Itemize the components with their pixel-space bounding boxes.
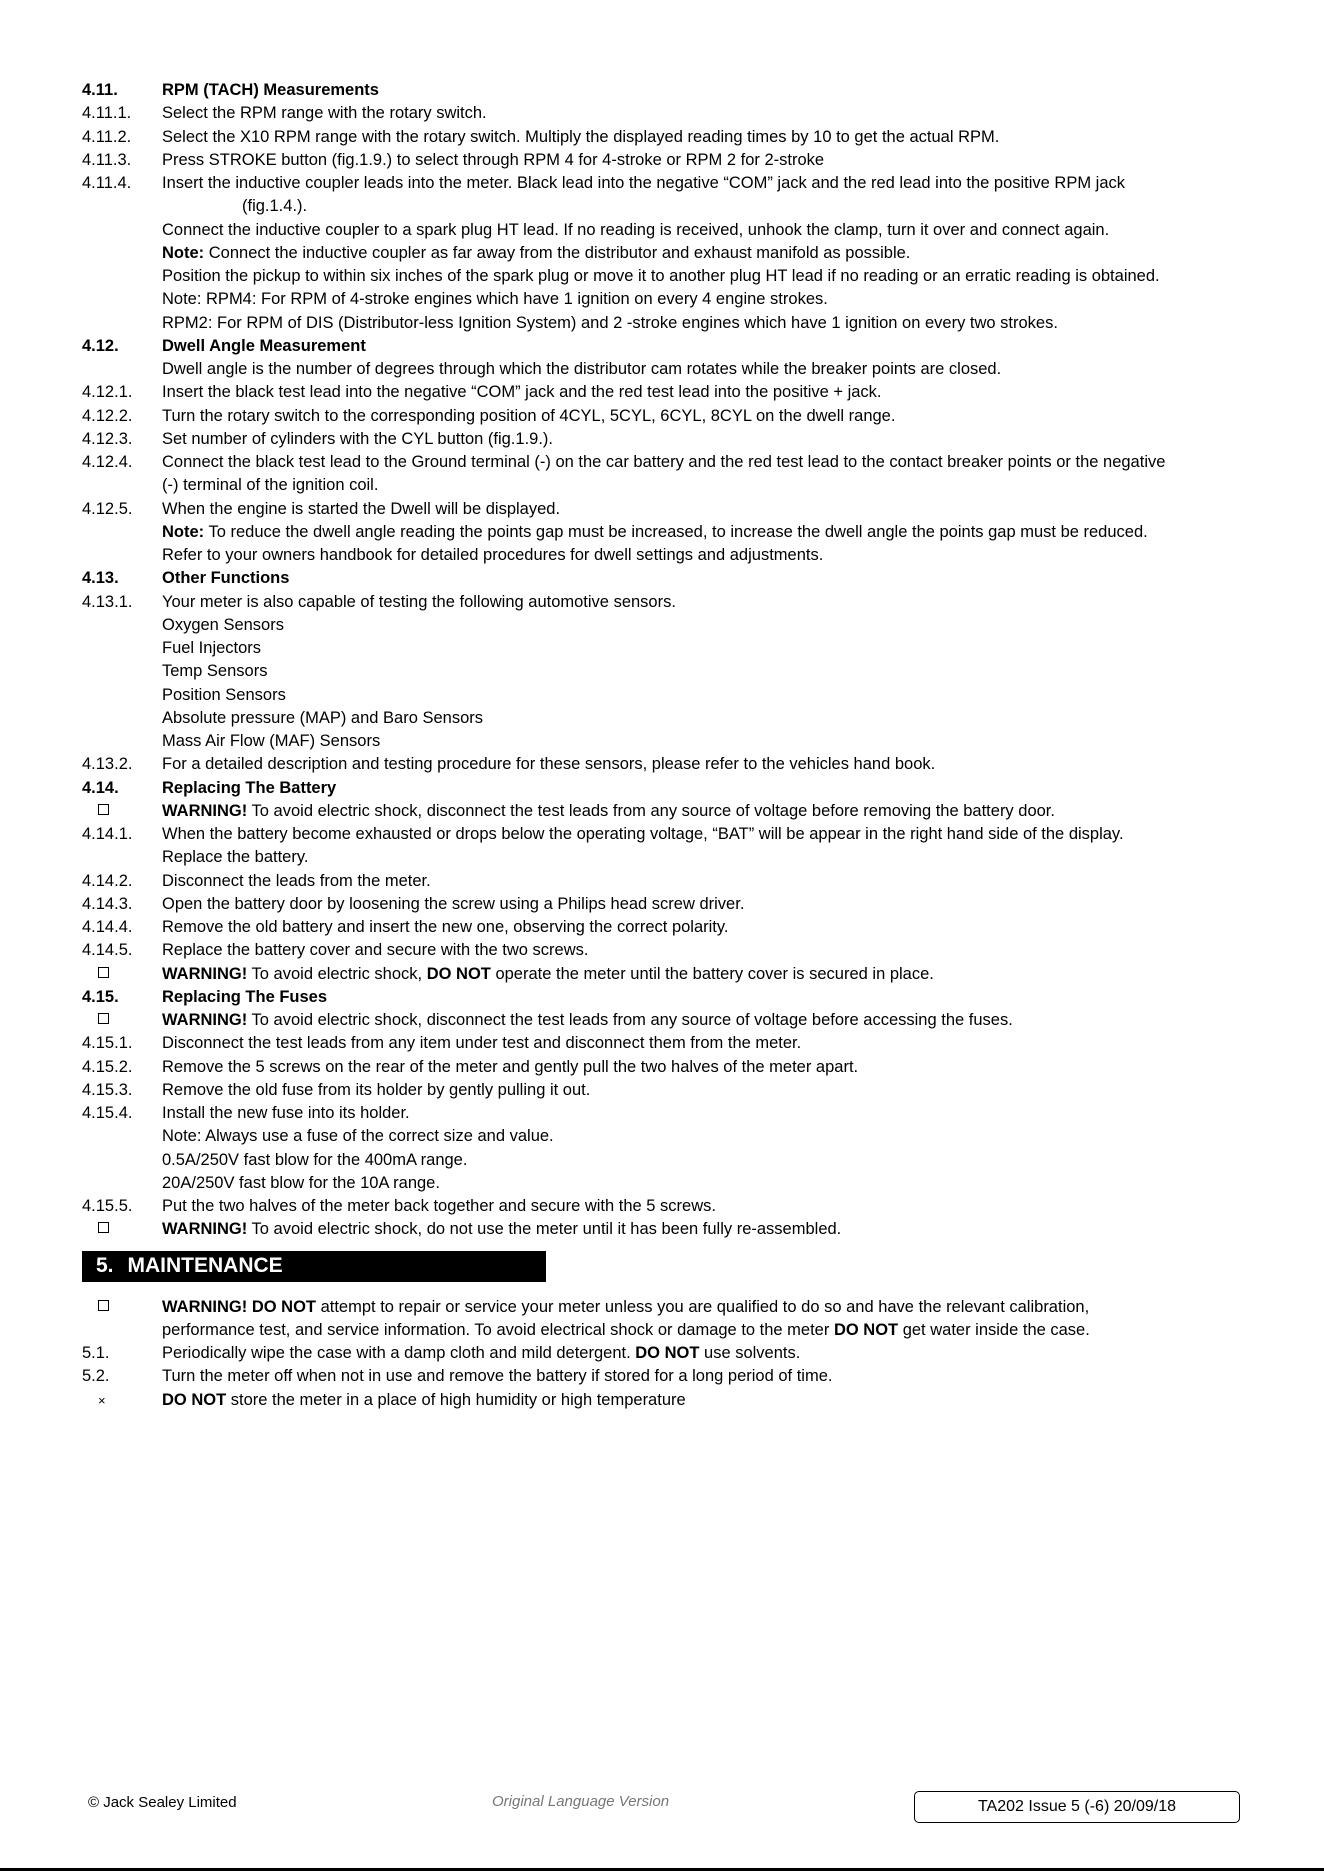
step: [82, 1056, 1262, 1079]
step-number: 4.15.3.: [82, 1080, 133, 1099]
section-heading: [82, 777, 1262, 800]
sensor-list-item: Temp Sensors: [162, 662, 268, 681]
step-text: Remove the 5 screws on the rear of the meter and gently pull the two halves of the meter apart.: [162, 1057, 859, 1076]
step: [82, 405, 1262, 428]
warning-text: WARNING! To avoid electric shock, disconnect the test leads from any source of voltage before removing the battery door.: [162, 801, 1055, 820]
step-number: 4.12.4.: [82, 453, 133, 471]
step-text: Put the two halves of the meter back together and secure with the 5 screws.: [162, 1197, 716, 1215]
step-text: Disconnect the leads from the meter.: [162, 871, 431, 890]
warning-item: [82, 1009, 1262, 1032]
section-title: RPM (TACH) Measurements: [162, 81, 379, 99]
warning-item: [82, 963, 1262, 986]
step-text-continued: (fig.1.4.).: [242, 197, 308, 216]
step-number: 4.11.3.: [82, 150, 132, 169]
step-text: Connect the black test lead to the Ground terminal (-) on the car battery and the red test lead to the contact breaker points or the negative: [162, 453, 1166, 471]
note-label: Note:: [162, 522, 205, 541]
paragraph: 20A/250V fast blow for the 10A range.: [162, 1173, 440, 1192]
step: [82, 126, 1262, 149]
step-number: 4.14.2.: [82, 871, 133, 890]
sensor-list-item: Position Sensors: [162, 685, 286, 704]
step-text: When the engine is started the Dwell will be displayed.: [162, 499, 561, 518]
step-number: 4.15.5.: [82, 1197, 133, 1215]
paragraph: Refer to your owners handbook for detailed procedures for dwell settings and adjustments.: [162, 546, 824, 564]
section-number: 5.: [96, 1254, 114, 1277]
step: [82, 451, 1262, 498]
step-text: Insert the inductive coupler leads into the meter. Black lead into the negative “COM” jack and the red lead into the positive RPM jack: [162, 174, 1126, 192]
step: [82, 1079, 1262, 1102]
note-label: Note:: [162, 243, 205, 262]
step-text: Your meter is also capable of testing the following automotive sensors.: [162, 592, 676, 611]
warning-label: WARNING!: [162, 1220, 248, 1239]
step-number: 4.15.4.: [82, 1104, 133, 1122]
step-text: Remove the old fuse from its holder by gently pulling it out.: [162, 1080, 591, 1099]
warning-label: WARNING!: [162, 1011, 248, 1029]
section-title: MAINTENANCE: [127, 1254, 283, 1277]
paragraph: Dwell angle is the number of degrees through which the distributor cam rotates while the breaker points are closed.: [162, 360, 1002, 378]
step: [82, 1342, 1262, 1365]
section-title: Other Functions: [162, 569, 290, 588]
step-text: Select the X10 RPM range with the rotary switch. Multiply the displayed reading times by 10 to get the actual RPM.: [162, 127, 1000, 146]
step: [82, 1032, 1262, 1055]
warning-text: WARNING! DO NOT attempt to repair or service your meter unless you are qualified to do so and have the relevant calibration,: [162, 1297, 1090, 1316]
step: [82, 381, 1262, 404]
step-number: 4.11.1.: [82, 104, 132, 123]
section-number: 4.12.: [82, 336, 119, 355]
step-text: Turn the meter off when not in use and remove the battery if stored for a long period of time.: [162, 1367, 833, 1386]
paragraph: Position the pickup to within six inches of the spark plug or move it to another plug HT lead if no reading or an erratic reading is obtained.: [162, 267, 1160, 285]
section-heading: [82, 79, 1262, 102]
bottom-border: [0, 1868, 1324, 1871]
step: [82, 591, 1262, 614]
footer-version: Original Language Version: [492, 1793, 670, 1810]
step-number: 4.13.2.: [82, 755, 133, 774]
section-number: 4.11.: [82, 81, 118, 99]
section-number: 4.13.: [82, 569, 119, 588]
section-title: Dwell Angle Measurement: [162, 336, 366, 355]
section-heading: [82, 986, 1262, 1009]
warning-text: WARNING! To avoid electric shock, disconnect the test leads from any source of voltage before accessing the fuses.: [162, 1011, 1013, 1029]
section-number: 4.15.: [82, 987, 119, 1006]
step-number: 4.15.2.: [82, 1057, 133, 1076]
footer-issue: TA202 Issue 5 (-6) 20/09/18: [977, 1798, 1177, 1815]
paragraph: 0.5A/250V fast blow for the 400mA range.: [162, 1150, 468, 1169]
step-text: Turn the rotary switch to the corresponding position of 4CYL, 5CYL, 6CYL, 8CYL on the dwell range.: [162, 406, 896, 425]
step-text: Set number of cylinders with the CYL button (fig.1.9.).: [162, 429, 553, 448]
sensor-list-item: Oxygen Sensors: [162, 615, 284, 634]
step-text: Install the new fuse into its holder.: [162, 1104, 410, 1122]
step: [82, 428, 1262, 451]
step-text: Insert the black test lead into the negative “COM” jack and the red test lead into the positive + jack.: [162, 383, 882, 402]
step-number: 4.15.1.: [82, 1034, 133, 1053]
step: [82, 498, 1262, 521]
sensor-list-item: Absolute pressure (MAP) and Baro Sensors: [162, 708, 483, 727]
step-number: 4.12.2.: [82, 406, 133, 425]
cross-bullet-icon: ×: [98, 1392, 106, 1408]
paragraph: Connect the inductive coupler to a spark plug HT lead. If no reading is received, unhook the clamp, turn it over and connect again.: [162, 220, 1110, 239]
warning-text: WARNING! To avoid electric shock, do not use the meter until it has been fully re-assembled.: [162, 1220, 842, 1239]
step-text: Replace the battery cover and secure with the two screws.: [162, 941, 589, 960]
warning-item: [82, 800, 1262, 823]
step: [82, 172, 1262, 219]
step-number: 4.11.2.: [82, 127, 132, 146]
warning-label: WARNING!: [162, 964, 248, 983]
step-text: Remove the old battery and insert the new one, observing the correct polarity.: [162, 918, 729, 936]
warning-label: WARNING! DO NOT: [162, 1297, 316, 1316]
step-text-continued: (-) terminal of the ignition coil.: [162, 476, 379, 495]
sensor-list-item: Fuel Injectors: [162, 639, 262, 657]
sensor-list-item: Mass Air Flow (MAF) Sensors: [162, 732, 381, 750]
checkbox-bullet-icon: [98, 1300, 109, 1311]
checkbox-bullet-icon: [98, 1013, 109, 1024]
step: [82, 1102, 1262, 1125]
step: [82, 1195, 1262, 1218]
step-text: Disconnect the test leads from any item under test and disconnect them from the meter.: [162, 1034, 802, 1053]
step: [82, 149, 1262, 172]
step: [82, 102, 1262, 125]
warning-text-continued: performance test, and service information. To avoid electrical shock or damage to the meter DO NOT get water inside the case.: [162, 1320, 1090, 1339]
warning-text: WARNING! To avoid electric shock, DO NOT operate the meter until the battery cover is secured in place.: [162, 964, 934, 983]
section-heading: [82, 567, 1262, 590]
step: [82, 1365, 1262, 1388]
step: [82, 753, 1262, 776]
step: [82, 939, 1262, 962]
section-number: 4.14.: [82, 778, 119, 797]
step-number: 4.14.3.: [82, 894, 133, 913]
step-number: 4.14.4.: [82, 918, 133, 936]
checkbox-bullet-icon: [98, 967, 109, 978]
step-text: Press STROKE button (fig.1.9.) to select through RPM 4 for 4-stroke or RPM 2 for 2-stroke: [162, 150, 825, 169]
step-text: Periodically wipe the case with a damp cloth and mild detergent. DO NOT use solvents.: [162, 1344, 801, 1362]
step-number: 4.12.3.: [82, 429, 133, 448]
paragraph: Note: RPM4: For RPM of 4-stroke engines which have 1 ignition on every 4 engine strokes.: [162, 290, 828, 309]
warning-item: [82, 1218, 1262, 1241]
section-title: Replacing The Fuses: [162, 987, 328, 1006]
step-number: 5.1.: [82, 1344, 110, 1362]
paragraph: Note: Always use a fuse of the correct size and value.: [162, 1127, 554, 1146]
step: [82, 870, 1262, 893]
step-number: 4.12.5.: [82, 499, 133, 518]
warning-item: [82, 1296, 1262, 1343]
step-text-continued: Replace the battery.: [162, 848, 309, 867]
paragraph: RPM2: For RPM of DIS (Distributor-less Ignition System) and 2 -stroke engines which have 1 ignition on every two strokes.: [162, 313, 1058, 332]
footer-copyright: © Jack Sealey Limited: [88, 1794, 237, 1811]
section-title: Replacing The Battery: [162, 778, 337, 797]
page-content: [82, 79, 1262, 1412]
note-paragraph: Note: Connect the inductive coupler as far away from the distributor and exhaust manifold as possible.: [162, 243, 911, 262]
step: [82, 916, 1262, 939]
step: [82, 893, 1262, 916]
step-number: 4.14.1.: [82, 825, 133, 843]
step-number: 4.12.1.: [82, 383, 133, 402]
step-text: For a detailed description and testing procedure for these sensors, please refer to the vehicles hand book.: [162, 755, 936, 774]
step-number: 5.2.: [82, 1367, 110, 1386]
step-number: 4.14.5.: [82, 941, 133, 960]
step-text: Select the RPM range with the rotary switch.: [162, 104, 487, 123]
section-header-maintenance: [82, 1251, 546, 1282]
warning-label: WARNING!: [162, 801, 248, 820]
checkbox-bullet-icon: [98, 804, 109, 815]
step: [82, 823, 1262, 870]
step-text: When the battery become exhausted or drops below the operating voltage, “BAT” will be appear in the right hand side of the display.: [162, 825, 1124, 843]
step-number: 4.11.4.: [82, 174, 132, 192]
bullet-text: DO NOT store the meter in a place of high humidity or high temperature: [162, 1390, 686, 1409]
step-text: Open the battery door by loosening the screw using a Philips head screw driver.: [162, 894, 745, 913]
checkbox-bullet-icon: [98, 1222, 109, 1233]
bullet-item: [82, 1389, 1262, 1412]
footer-issue-box: [914, 1791, 1240, 1823]
note-paragraph: Note: To reduce the dwell angle reading the points gap must be increased, to increase the dwell angle the points gap must be reduced.: [162, 522, 1148, 541]
step-number: 4.13.1.: [82, 592, 133, 611]
section-heading: [82, 335, 1262, 358]
